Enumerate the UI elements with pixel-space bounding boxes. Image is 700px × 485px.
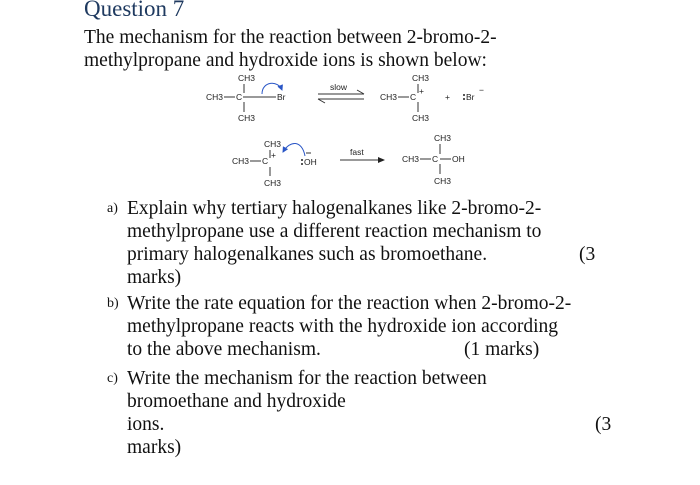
methyl-bottom: CH3 xyxy=(412,113,430,123)
question-b-letter: b) xyxy=(107,296,119,311)
methyl-left: CH3 xyxy=(206,92,224,102)
plus-sign: + xyxy=(445,92,450,102)
equilibrium-arrow xyxy=(318,82,364,103)
hydroxide-symbol: OH xyxy=(304,157,317,167)
positive-charge: + xyxy=(419,86,424,96)
carbocation-step2 xyxy=(232,139,281,188)
question-c-line-2: bromoethane and hydroxide xyxy=(127,391,346,412)
bromide-ion xyxy=(463,85,484,102)
question-b-line-3: to the above mechanism. xyxy=(127,339,321,360)
curly-arrow-2 xyxy=(283,143,305,156)
question-c-letter: c) xyxy=(107,371,118,386)
methyl-top: CH3 xyxy=(412,73,430,83)
question-a-line-3: primary halogenalkanes such as bromoethane. xyxy=(127,244,488,265)
hydroxyl-group: OH xyxy=(452,154,465,164)
central-carbon: C xyxy=(236,92,243,102)
question-a-marks-close: marks) xyxy=(127,267,182,288)
intro-line-2: methylpropane and hydroxide ions is shown below: xyxy=(84,50,487,71)
question-c-line-1: Write the mechanism for the reaction between xyxy=(127,368,487,389)
methyl-left: CH3 xyxy=(232,156,250,166)
question-a-line-2: methylpropane use a different reaction mechanism to xyxy=(127,221,542,242)
question-b-line-2: methylpropane reacts with the hydroxide ion according xyxy=(127,316,559,337)
methyl-bottom: CH3 xyxy=(264,178,282,188)
question-c-marks: (3 xyxy=(595,414,612,435)
bromine-atom: Br xyxy=(277,92,286,102)
methyl-top: CH3 xyxy=(238,73,256,83)
methyl-left: CH3 xyxy=(380,92,398,102)
question-b-marks: (1 marks) xyxy=(464,339,540,360)
fast-label: fast xyxy=(350,147,364,157)
fast-arrow xyxy=(340,147,384,160)
methyl-top: CH3 xyxy=(434,133,452,143)
question-c-line-3: ions. xyxy=(127,414,165,435)
cation-carbon: C xyxy=(410,92,417,102)
question-b xyxy=(107,292,627,361)
intro-text xyxy=(84,26,684,72)
question-a xyxy=(107,197,627,289)
question-heading: Question 7 xyxy=(84,0,185,21)
negative-charge: − xyxy=(479,85,484,95)
question-a-marks: (3 xyxy=(579,244,596,265)
question-a-line-1: Explain why tertiary halogenalkanes like 2-bromo-2- xyxy=(127,198,542,219)
product-carbon: C xyxy=(432,154,439,164)
methyl-bottom: CH3 xyxy=(434,176,452,186)
product-alcohol xyxy=(402,133,465,186)
reaction-mechanism-diagram xyxy=(0,72,700,194)
methyl-top: CH3 xyxy=(264,139,282,149)
cation-carbon: C xyxy=(262,156,269,166)
question-b-line-1: Write the rate equation for the reaction when 2-bromo-2- xyxy=(127,293,572,314)
methyl-bottom: CH3 xyxy=(238,113,256,123)
slow-label: slow xyxy=(330,82,348,92)
positive-charge: + xyxy=(271,150,276,160)
bromide-symbol: Br xyxy=(466,92,475,102)
methyl-left: CH3 xyxy=(402,154,420,164)
hydroxide-ion xyxy=(283,143,317,167)
question-c xyxy=(107,367,627,459)
intro-line-1: The mechanism for the reaction between 2-bromo-2- xyxy=(84,27,497,48)
reactant-bromoalkane xyxy=(206,73,286,123)
question-c-marks-close: marks) xyxy=(127,437,182,458)
carbocation xyxy=(380,73,429,123)
question-a-letter: a) xyxy=(107,201,118,216)
